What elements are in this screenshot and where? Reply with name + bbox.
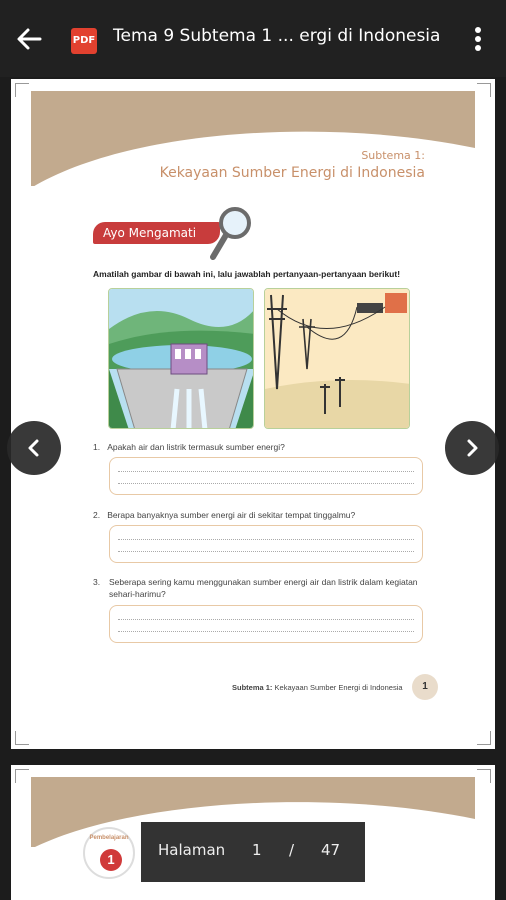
crop-mark	[477, 731, 491, 745]
chevron-right-icon	[460, 436, 484, 460]
lesson-badge	[83, 827, 135, 879]
pdf-file-icon: PDF	[71, 28, 97, 54]
previous-page-button[interactable]	[7, 421, 61, 475]
dam-illustration	[108, 288, 254, 429]
crop-mark	[15, 769, 29, 783]
crop-mark	[15, 83, 29, 97]
document-title: Tema 9 Subtema 1 ... ergi di Indonesia	[113, 26, 441, 46]
current-page: 1	[252, 841, 262, 859]
total-pages: 47	[321, 841, 341, 859]
page-separator: /	[289, 841, 295, 859]
instruction-text: Amatilah gambar di bawah ini, lalu jawablah pertanyaan-pertanyaan berikut!	[93, 269, 401, 279]
subtema-title: Kekayaan Sumber Energi di Indonesia	[159, 165, 425, 181]
crop-mark	[477, 83, 491, 97]
magnifier-icon	[207, 205, 255, 263]
next-page-button[interactable]	[445, 421, 499, 475]
app-bar	[0, 0, 506, 77]
pdf-page-1	[11, 79, 495, 749]
pdf-viewer[interactable]	[0, 77, 506, 900]
subtema-label: Subtema 1:	[361, 149, 425, 162]
page-footer: Subtema 1: Kekayaan Sumber Energi di Indonesia	[232, 683, 403, 692]
question-1: 1. Apakah air dan listrik termasuk sumber energi?	[93, 442, 285, 452]
arrow-back-icon[interactable]	[14, 24, 44, 54]
page-indicator-label: Halaman	[158, 841, 226, 859]
page-indicator	[141, 822, 365, 882]
answer-box-2	[109, 525, 423, 563]
question-3: 3. Seberapa sering kamu menggunakan sumber energi air dan listrik dalam kegiatan sehari-harimu?	[93, 577, 418, 599]
section-badge: Ayo Mengamati	[93, 222, 220, 244]
lesson-badge-label: Pembelajaran	[89, 835, 129, 841]
answer-box-3	[109, 605, 423, 643]
page-number: 1	[412, 674, 438, 700]
chevron-left-icon	[22, 436, 46, 460]
crop-mark	[477, 769, 491, 783]
answer-box-1	[109, 457, 423, 495]
question-2: 2. Berapa banyaknya sumber energi air di sekitar tempat tinggalmu?	[93, 510, 356, 520]
more-vert-icon[interactable]	[468, 24, 488, 54]
lesson-badge-number: 1	[100, 849, 122, 871]
power-lines-illustration	[264, 288, 410, 429]
crop-mark	[15, 731, 29, 745]
